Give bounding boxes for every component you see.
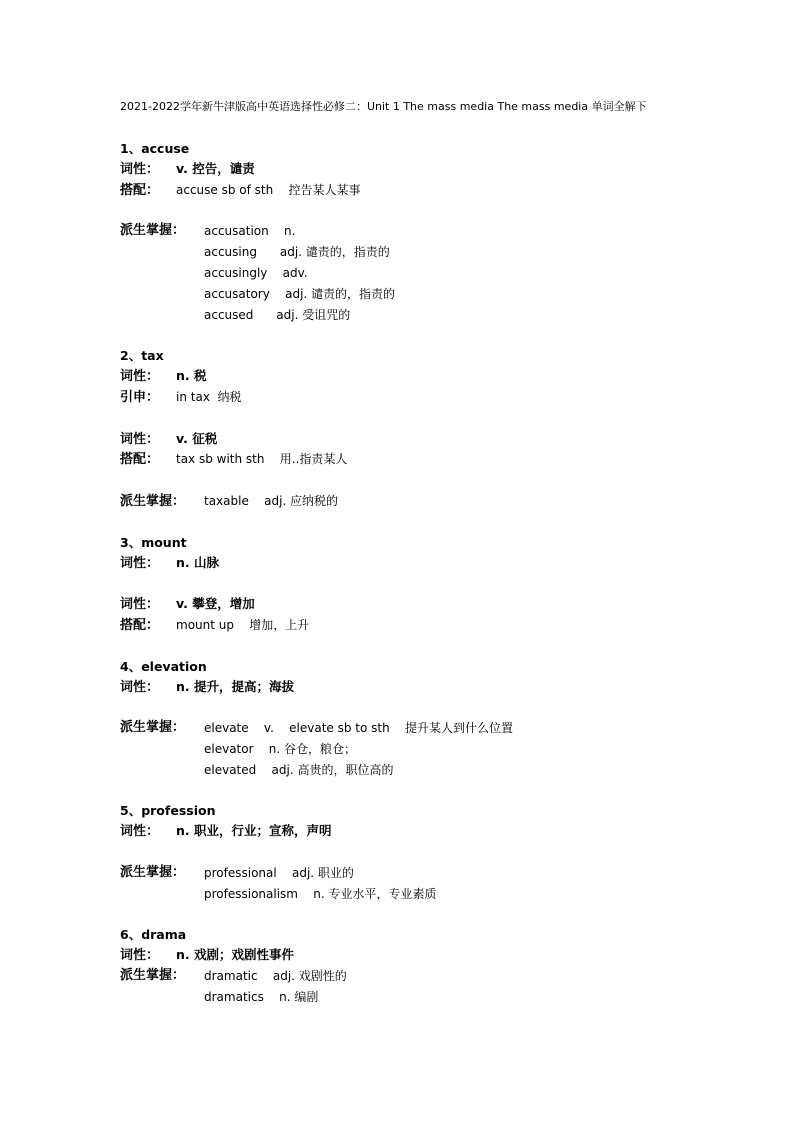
spacer bbox=[120, 512, 740, 533]
document-title: 2021-2022学年新牛津版高中英语选择性必修二：Unit 1 The mass media The mass media 单词全解下 bbox=[120, 100, 647, 113]
spacer bbox=[120, 325, 740, 346]
derivation-label: 派生掌握： bbox=[120, 493, 186, 509]
pos-value: n. 提升，提高；海拔 bbox=[176, 678, 294, 694]
entry-heading: 3、mount bbox=[120, 534, 187, 550]
derivative-item: taxable adj. 应纳税的 bbox=[204, 493, 339, 508]
derivation-label: 派生掌握： bbox=[120, 864, 186, 880]
pos-row bbox=[120, 677, 740, 698]
pos-value: n. 职业，行业；宣称，声明 bbox=[176, 823, 332, 839]
spacer bbox=[120, 697, 740, 718]
collocation-value: mount up 增加，上升 bbox=[176, 617, 310, 632]
pos-value: v. 征税 bbox=[176, 430, 218, 446]
derivation-block bbox=[120, 966, 740, 1008]
derivation-label: 派生掌握： bbox=[120, 223, 186, 239]
derivative-item: elevator n. 谷仓，粮仓； bbox=[204, 741, 357, 756]
spacer bbox=[120, 408, 740, 429]
pos-label: 词性： bbox=[120, 948, 160, 964]
spacer bbox=[120, 905, 740, 926]
entry-drama bbox=[120, 925, 740, 1007]
spacer bbox=[120, 636, 740, 657]
pos-value: n. 戏剧；戏剧性事件 bbox=[176, 947, 294, 963]
derivative-item: professional adj. 职业的 bbox=[204, 865, 354, 880]
pos-label: 词性： bbox=[120, 431, 160, 447]
spacer bbox=[120, 781, 740, 802]
pos-row bbox=[120, 945, 740, 966]
extension-value: in tax 纳税 bbox=[176, 389, 242, 404]
derivative-list bbox=[204, 863, 436, 905]
pos-label: 词性： bbox=[120, 555, 160, 571]
collocation-row bbox=[120, 615, 740, 636]
derivative-list bbox=[204, 718, 513, 780]
derivative-item: accusing adj. 谴责的，指责的 bbox=[204, 245, 390, 260]
derivative-item: elevated adj. 高贵的，职位高的 bbox=[204, 762, 394, 777]
derivation-block bbox=[120, 491, 740, 512]
entry-heading: 4、elevation bbox=[120, 658, 207, 674]
entry-accuse bbox=[120, 139, 740, 346]
collocation-label: 搭配： bbox=[120, 182, 160, 198]
pos-row bbox=[120, 159, 740, 180]
entry-heading: 1、accuse bbox=[120, 141, 190, 156]
pos-row bbox=[120, 366, 740, 387]
pos-label: 词性： bbox=[120, 679, 160, 695]
pos-value: n. 山脉 bbox=[176, 554, 219, 570]
derivative-item: professionalism n. 专业水平，专业素质 bbox=[204, 886, 437, 901]
collocation-label: 搭配： bbox=[120, 617, 160, 633]
pos-row bbox=[120, 429, 740, 450]
collocation-value: accuse sb of sth 控告某人某事 bbox=[176, 182, 361, 197]
entry-elevation bbox=[120, 657, 740, 802]
derivation-block bbox=[120, 718, 740, 780]
pos-row bbox=[120, 821, 740, 842]
pos-label: 词性： bbox=[120, 162, 160, 177]
spacer bbox=[120, 201, 740, 222]
extension-row bbox=[120, 387, 740, 408]
derivation-label: 派生掌握： bbox=[120, 720, 186, 736]
derivative-item: dramatics n. 编剧 bbox=[204, 989, 319, 1004]
derivative-list bbox=[204, 966, 347, 1008]
spacer bbox=[120, 470, 740, 491]
collocation-row bbox=[120, 180, 740, 201]
entry-tax bbox=[120, 346, 740, 532]
derivation-block bbox=[120, 221, 740, 325]
derivative-item: elevate v. elevate sb to sth 提升某人到什么位置 bbox=[204, 721, 513, 736]
pos-row bbox=[120, 594, 740, 615]
entry-heading: 2、tax bbox=[120, 348, 164, 364]
derivative-item: accused adj. 受诅咒的 bbox=[204, 307, 351, 322]
collocation-row bbox=[120, 449, 740, 470]
spacer bbox=[120, 842, 740, 863]
extension-label: 引申： bbox=[120, 389, 160, 405]
pos-value: n. 税 bbox=[176, 368, 207, 384]
derivative-item: accusation n. bbox=[204, 224, 296, 239]
entry-mount bbox=[120, 533, 740, 657]
pos-label: 词性： bbox=[120, 597, 160, 613]
vocabulary-list bbox=[120, 139, 740, 1008]
derivative-list bbox=[204, 221, 395, 325]
derivation-block bbox=[120, 863, 740, 905]
pos-label: 词性： bbox=[120, 824, 160, 840]
pos-value: v. 攀登，增加 bbox=[176, 596, 255, 612]
derivative-item: accusatory adj. 谴责的，指责的 bbox=[204, 286, 396, 301]
entry-profession bbox=[120, 801, 740, 925]
derivation-label: 派生掌握： bbox=[120, 968, 186, 984]
collocation-label: 搭配： bbox=[120, 452, 160, 468]
pos-label: 词性： bbox=[120, 369, 160, 385]
pos-value: v. 控告，谴责 bbox=[176, 161, 255, 176]
entry-heading: 5、profession bbox=[120, 803, 216, 819]
pos-row bbox=[120, 553, 740, 574]
derivative-item: accusingly adv. bbox=[204, 265, 308, 280]
spacer bbox=[120, 573, 740, 594]
collocation-value: tax sb with sth 用..指责某人 bbox=[176, 452, 348, 467]
derivative-item: dramatic adj. 戏剧性的 bbox=[204, 969, 347, 984]
entry-heading: 6、drama bbox=[120, 927, 187, 943]
